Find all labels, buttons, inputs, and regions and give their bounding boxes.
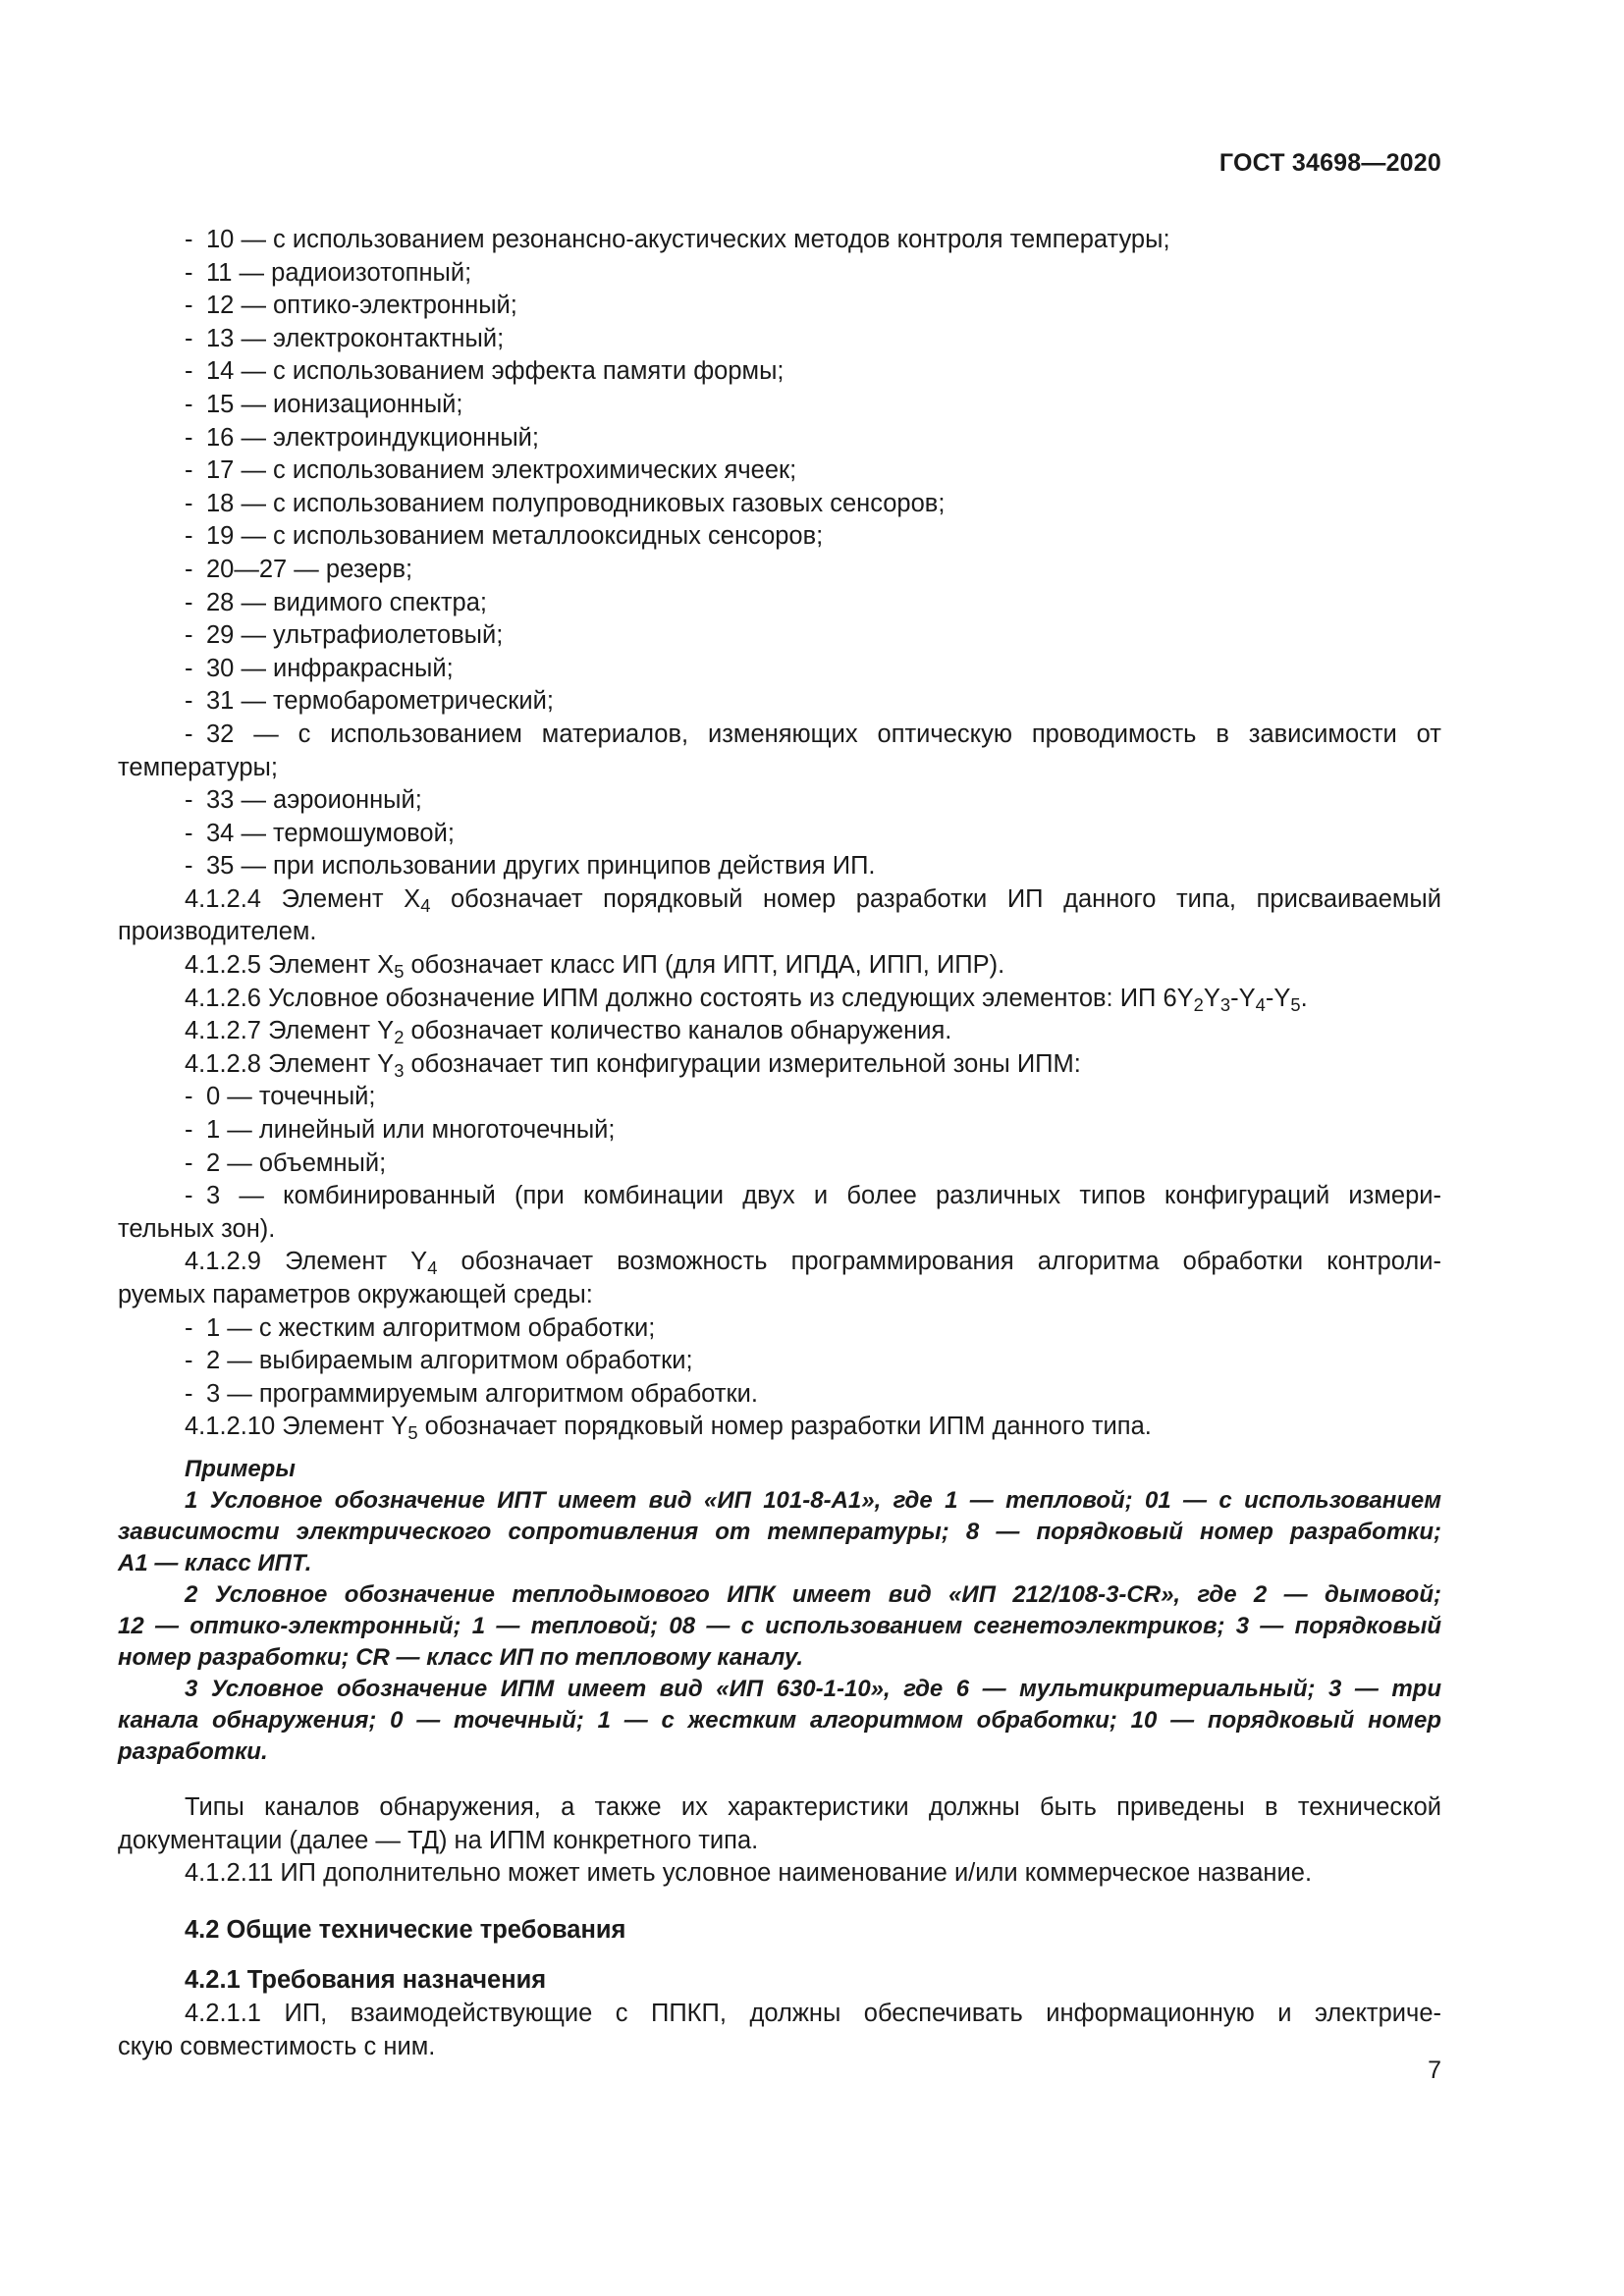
- example-2-line: 12 — оптико-электронный; 1 — тепловой; 08 — с использованием сегнетоэлектриков; 3 — порядковый: [118, 1612, 1441, 1639]
- paragraph-4-1-2-6: 4.1.2.6 Условное обозначение ИПМ должно состоять из следующих элементов: ИП $6Y_2Y_3-Y_4-Y_5$.: [185, 984, 1308, 1015]
- list-item: - 28 — видимого спектра;: [185, 588, 487, 616]
- section-heading-4-2: 4.2 Общие технические требования: [185, 1915, 626, 1944]
- paragraph-4-1-2-11: 4.1.2.11 ИП дополнительно может иметь условное наименование и/или коммерческое название.: [185, 1859, 1313, 1888]
- list-item: - 1 — с жестким алгоритмом обработки;: [185, 1313, 656, 1342]
- list-item: - 19 — с использованием металлооксидных сенсоров;: [185, 522, 824, 551]
- list-item: - 20—27 — резерв;: [185, 555, 413, 583]
- page-body: [118, 224, 1441, 2063]
- list-item: - 33 — аэроионный;: [185, 786, 422, 815]
- paragraph-4-1-2-7: 4.1.2.7 Элемент $Y_2$ обозначает количество каналов обнаружения.: [185, 1017, 952, 1048]
- list-item: - 2 — объемный;: [185, 1148, 387, 1177]
- example-3-line: разработки.: [118, 1737, 268, 1765]
- paragraph-4-1-2-5: 4.1.2.5 Элемент $X_5$ обозначает класс ИП (для ИПТ, ИПДА, ИПП, ИПР).: [185, 951, 1005, 983]
- list-item: - 34 — термошумовой;: [185, 819, 455, 847]
- list-item: - 17 — с использованием электрохимических ячеек;: [185, 456, 797, 485]
- paragraph-channel-types: Типы каналов обнаружения, а также их характеристики должны быть приведены в технической: [185, 1792, 1441, 1821]
- example-2-line: номер разработки; CR — класс ИП по тепловому каналу.: [118, 1643, 804, 1671]
- paragraph-continuation: документации (далее — ТД) на ИПМ конкретного типа.: [118, 1826, 759, 1854]
- section-heading-4-2-1: 4.2.1 Требования назначения: [185, 1966, 547, 1995]
- paragraph-4-1-2-9: 4.1.2.9 Элемент $Y_4$ обозначает возможность программирования алгоритма обработки контроли-: [185, 1248, 1441, 1279]
- paragraph-continuation: руемых параметров окружающей среды:: [118, 1281, 593, 1308]
- list-item: - 16 — электроиндукционный;: [185, 423, 539, 452]
- example-3-line: канала обнаружения; 0 — точечный; 1 — с жестким алгоритмом обработки; 10 — порядковый номер: [118, 1706, 1441, 1734]
- paragraph-4-1-2-8: 4.1.2.8 Элемент $Y_3$ обозначает тип конфигурации измерительной зоны ИПМ:: [185, 1049, 1081, 1081]
- list-item: - 0 — точечный;: [185, 1083, 376, 1111]
- list-item: - 3 — комбинированный (при комбинации двух и более различных типов конфигураций измери-: [185, 1182, 1441, 1210]
- list-item-continuation: температуры;: [118, 753, 278, 781]
- examples-title: Примеры: [185, 1455, 296, 1482]
- paragraph-4-1-2-10: 4.1.2.10 Элемент $Y_5$ обозначает порядковый номер разработки ИПМ данного типа.: [185, 1413, 1152, 1444]
- list-item: - 13 — электроконтактный;: [185, 324, 505, 352]
- list-item-continuation: тельных зон).: [118, 1214, 276, 1243]
- list-item: - 15 — ионизационный;: [185, 390, 463, 418]
- list-item: - 14 — с использованием эффекта памяти формы;: [185, 357, 785, 386]
- document-code-header: ГОСТ 34698—2020: [1218, 149, 1441, 177]
- paragraph-4-2-1-1: 4.2.1.1 ИП, взаимодействующие с ППКП, должны обеспечивать информационную и электриче-: [185, 1999, 1441, 2027]
- list-item: - 12 — оптико-электронный;: [185, 292, 517, 320]
- example-3-line: 3 Условное обозначение ИПМ имеет вид «ИП 630-1-10», где 6 — мультикритериальный; 3 — три: [185, 1675, 1441, 1702]
- paragraph-continuation: скую совместимость с ним.: [118, 2032, 436, 2060]
- list-item: - 3 — программируемым алгоритмом обработки.: [185, 1379, 758, 1408]
- example-1-line: зависимости электрического сопротивления от температуры; 8 — порядковый номер разработки;: [118, 1518, 1441, 1545]
- list-item: - 30 — инфракрасный;: [185, 654, 454, 682]
- example-2-line: 2 Условное обозначение теплодымового ИПК имеет вид «ИП 212/108-3-CR», где 2 — дымовой;: [185, 1580, 1441, 1608]
- paragraph-4-1-2-4: 4.1.2.4 Элемент $X_4$ обозначает порядковый номер разработки ИП данного типа, присваиваемый: [185, 884, 1441, 917]
- list-item: - 1 — линейный или многоточечный;: [185, 1116, 616, 1145]
- list-item: - 29 — ультрафиолетовый;: [185, 621, 504, 650]
- list-item: - 31 — термобарометрический;: [185, 687, 554, 716]
- list-item: - 35 — при использовании других принципов действия ИП.: [185, 852, 876, 881]
- example-1-line: 1 Условное обозначение ИПТ имеет вид «ИП 101-8-А1», где 1 — тепловой; 01 — с использованием: [185, 1486, 1441, 1514]
- page-number: 7: [1428, 2056, 1441, 2084]
- list-item: - 11 — радиоизотопный;: [185, 258, 472, 287]
- list-item: - 18 — с использованием полупроводниковых газовых сенсоров;: [185, 489, 946, 517]
- paragraph-continuation: производителем.: [118, 918, 317, 946]
- example-1-line: А1 — класс ИПТ.: [118, 1549, 312, 1576]
- list-item: - 32 — с использованием материалов, изменяющих оптическую проводимость в зависимости от: [185, 720, 1441, 748]
- list-item: - 2 — выбираемым алгоритмом обработки;: [185, 1347, 693, 1375]
- list-item: - 10 — с использованием резонансно-акустических методов контроля температуры;: [185, 226, 1170, 253]
